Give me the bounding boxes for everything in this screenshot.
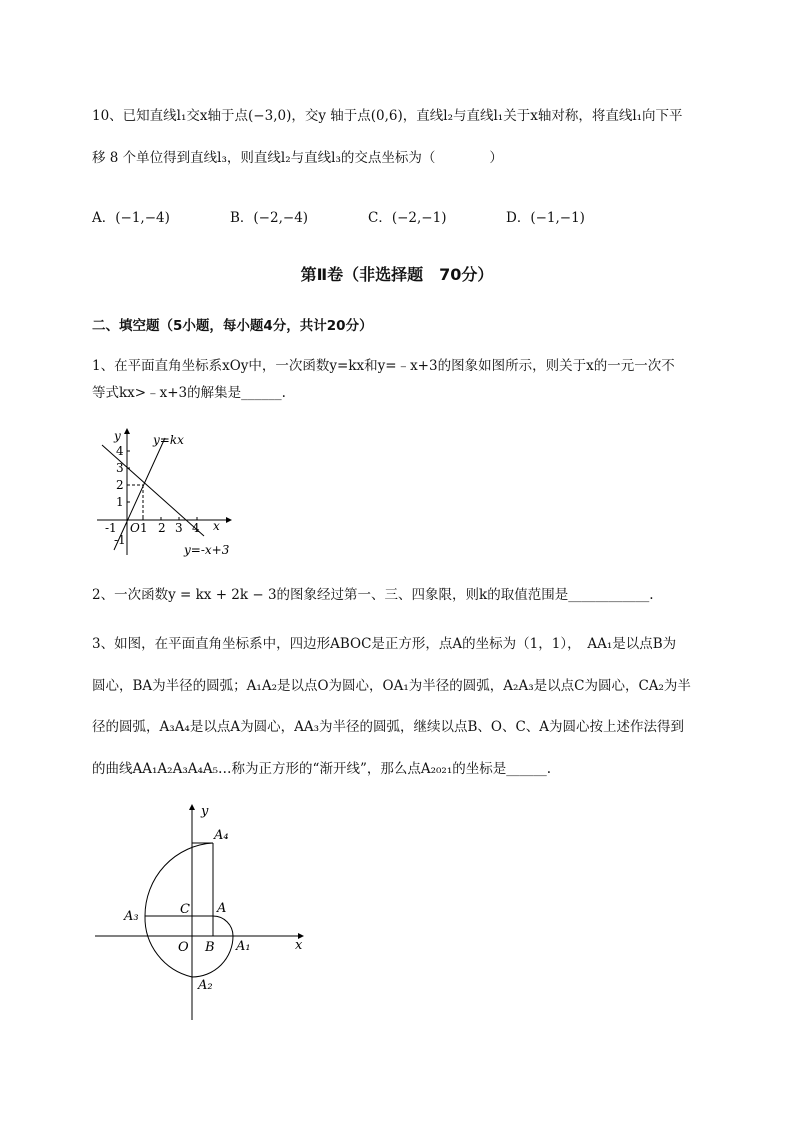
q3-stem-line-1: 3、如图，在平面直角坐标系中，四边形ABOC是正方形，点A的坐标为（1，1）， AA₁是以点B为: [92, 636, 677, 652]
q10-option-c[interactable]: C．(−2,−1): [368, 210, 447, 226]
q10-stem-line-2: 移 8 个单位得到直线l₃，则直线l₂与直线l₃的交点坐标为（ ）: [92, 150, 503, 166]
q3-arc-a-a1: [213, 916, 233, 936]
q1-y-tick: -1: [114, 533, 126, 547]
q1-x-tick: 1: [140, 521, 148, 535]
q2-stem: 2、一次函数y = kx + 2k − 3的图象经过第一、三、四象限，则k的取值范围是____________.: [92, 587, 654, 603]
q1-x-tick: 2: [158, 521, 166, 535]
q1-y-tick: 2: [116, 478, 124, 492]
q3-arc-a3-a4: [145, 843, 213, 916]
q3-square: [192, 916, 213, 936]
q3-label-o: O: [178, 940, 189, 955]
q1-y-axis-arrow: [124, 428, 130, 434]
q3-label-a1: A₁: [236, 939, 251, 954]
q1-x-tick: -1: [105, 521, 117, 535]
section-title: 第Ⅱ卷（非选择题 70分）: [300, 265, 494, 284]
q1-y-label: y: [114, 429, 121, 443]
q1-x-tick: 4: [192, 521, 200, 535]
q1-stem-line-2: 等式kx>﹣x+3的解集是______.: [92, 385, 286, 401]
q1-x-axis-arrow: [226, 517, 232, 523]
q1-stem-line-1: 1、在平面直角坐标系xOy中，一次函数y=kx和y=﹣x+3的图象如图所示，则关于x的一元一次不: [92, 358, 675, 374]
q3-stem-line-4: 的曲线AA₁A₂A₃A₄A₅…称为正方形的“渐开线”，那么点A₂₀₂₁的坐标是______.: [92, 761, 552, 777]
q1-x-label: x: [213, 519, 220, 533]
section-subtitle: 二、填空题（5小题，每小题4分，共计20分）: [92, 318, 373, 334]
q1-y-tick: 1: [116, 495, 124, 509]
q1-line2-label: y=-x+3: [184, 543, 230, 557]
q10-option-a[interactable]: A．(−1,−4): [92, 210, 170, 226]
q1-y-tick: 3: [116, 461, 124, 475]
q3-y-axis-arrow: [189, 804, 195, 810]
q3-stem-line-3: 径的圆弧，A₃A₄是以点A为圆心，AA₃为半径的圆弧，继续以点B、O、C、A为圆心按上述作法得到: [92, 719, 685, 735]
q1-origin-label: O: [130, 521, 140, 535]
q3-label-a4: A₄: [214, 828, 229, 843]
q3-stem-line-2: 圆心，BA为半径的圆弧；A₁A₂是以点O为圆心，OA₁为半径的圆弧，A₂A₃是以点C为圆心，CA₂为半: [92, 678, 691, 694]
q10-option-d[interactable]: D．(−1,−1): [506, 210, 585, 226]
q3-y-label: y: [201, 804, 209, 819]
q10-stem-line-1: 10、已知直线l₁交x轴于点(−3,0)，交y 轴于点(0,6)，直线l₂与直线l₁关于x轴对称，将直线l₁向下平: [92, 108, 683, 124]
q3-graph: [90, 795, 320, 1025]
q3-label-a3: A₃: [124, 909, 139, 924]
q3-label-b: B: [205, 940, 215, 955]
q10-option-b[interactable]: B．(−2,−4): [230, 210, 309, 226]
q3-label-c: C: [180, 902, 190, 917]
q3-x-label: x: [295, 938, 303, 953]
q1-x-tick: 3: [175, 521, 183, 535]
q1-kx-label: y=kx: [153, 433, 184, 447]
q1-graph: [92, 420, 252, 560]
q3-label-a2: A₂: [198, 978, 213, 993]
q1-y-tick: 4: [116, 444, 124, 458]
q3-label-a: A: [217, 901, 227, 916]
